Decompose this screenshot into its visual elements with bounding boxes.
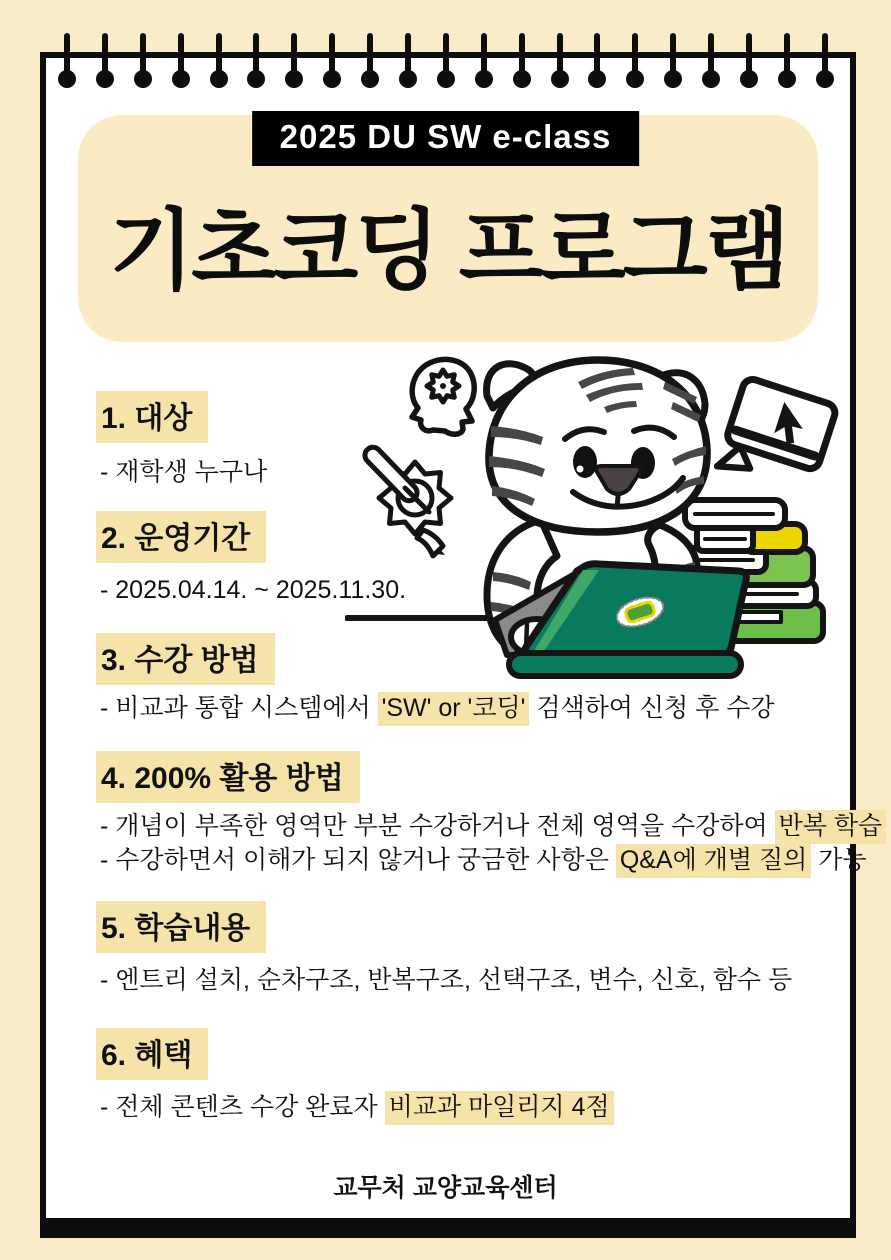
body-text: - 2025.04.14. ~ 2025.11.30.	[100, 576, 407, 604]
highlighted-text: 반복 학습	[775, 810, 887, 844]
section-body-benefits	[100, 1090, 614, 1124]
spiral-pin	[323, 33, 341, 91]
body-text: - 재학생 누구나	[100, 458, 268, 486]
spiral-pin	[778, 33, 796, 91]
monitor-cursor-icon	[717, 377, 837, 496]
spiral-pin	[475, 33, 493, 91]
body-text: - 개념이 부족한 영역만 부분 수강하거나 전체 영역을 수강하여	[100, 812, 775, 840]
spiral-pin	[588, 33, 606, 91]
laptop	[509, 564, 746, 676]
section-body-usage-line2	[100, 843, 867, 877]
section-body-target	[100, 455, 267, 489]
section-heading-how-to-enroll: 3. 수강 방법	[96, 633, 275, 685]
section-body-usage-line1	[100, 809, 886, 843]
section-heading-contents: 5. 학습내용	[96, 901, 266, 953]
spiral-pin	[816, 33, 834, 91]
spiral-pin	[399, 33, 417, 91]
spiral-pin	[58, 33, 76, 91]
spiral-pin	[172, 33, 190, 91]
body-text: - 수강하면서 이해가 되지 않거나 궁금한 사항은	[100, 846, 616, 874]
event-badge: 2025 DU SW e-class	[252, 111, 640, 166]
section-heading-usage: 4. 200% 활용 방법	[96, 751, 360, 803]
gear-pencil-icon	[362, 444, 451, 556]
thinking-head-icon	[412, 359, 474, 434]
body-text: 검색하여 신청 후 수강	[529, 694, 775, 722]
section-body-contents	[100, 963, 792, 997]
body-text: - 엔트리 설치, 순차구조, 반복구조, 선택구조, 변수, 신호, 함수 등	[100, 966, 793, 994]
organizer-footer: 교무처 교양교육센터	[333, 1174, 558, 1202]
section-body-period	[100, 573, 406, 607]
spiral-pin	[626, 33, 644, 91]
body-text: - 비교과 통합 시스템에서	[100, 694, 378, 722]
spiral-pin	[551, 33, 569, 91]
spiral-pin	[96, 33, 114, 91]
highlighted-text: 'SW' or '코딩'	[378, 692, 530, 726]
spiral-pin	[210, 33, 228, 91]
poster-title: 기초코딩 프로그램	[109, 200, 787, 300]
illustration	[345, 350, 845, 680]
section-heading-benefits: 6. 혜택	[96, 1028, 208, 1080]
spiral-pin	[134, 33, 152, 91]
spiral-pin	[702, 33, 720, 91]
section-heading-period: 2. 운영기간	[96, 511, 266, 563]
highlighted-text: 비교과 마일리지 4점	[385, 1091, 614, 1125]
highlighted-text: Q&A에 개별 질의	[616, 844, 811, 878]
body-text: - 전체 콘텐츠 수강 완료자	[100, 1093, 385, 1121]
spiral-pin	[664, 33, 682, 91]
section-body-how-to-enroll	[100, 691, 775, 725]
body-text: 가능	[811, 846, 867, 874]
spiral-pin	[247, 33, 265, 91]
spiral-pin	[740, 33, 758, 91]
section-heading-target: 1. 대상	[96, 391, 208, 443]
spiral-binding	[58, 33, 834, 91]
spiral-pin	[361, 33, 379, 91]
spiral-pin	[513, 33, 531, 91]
spiral-pin	[437, 33, 455, 91]
spiral-pin	[285, 33, 303, 91]
